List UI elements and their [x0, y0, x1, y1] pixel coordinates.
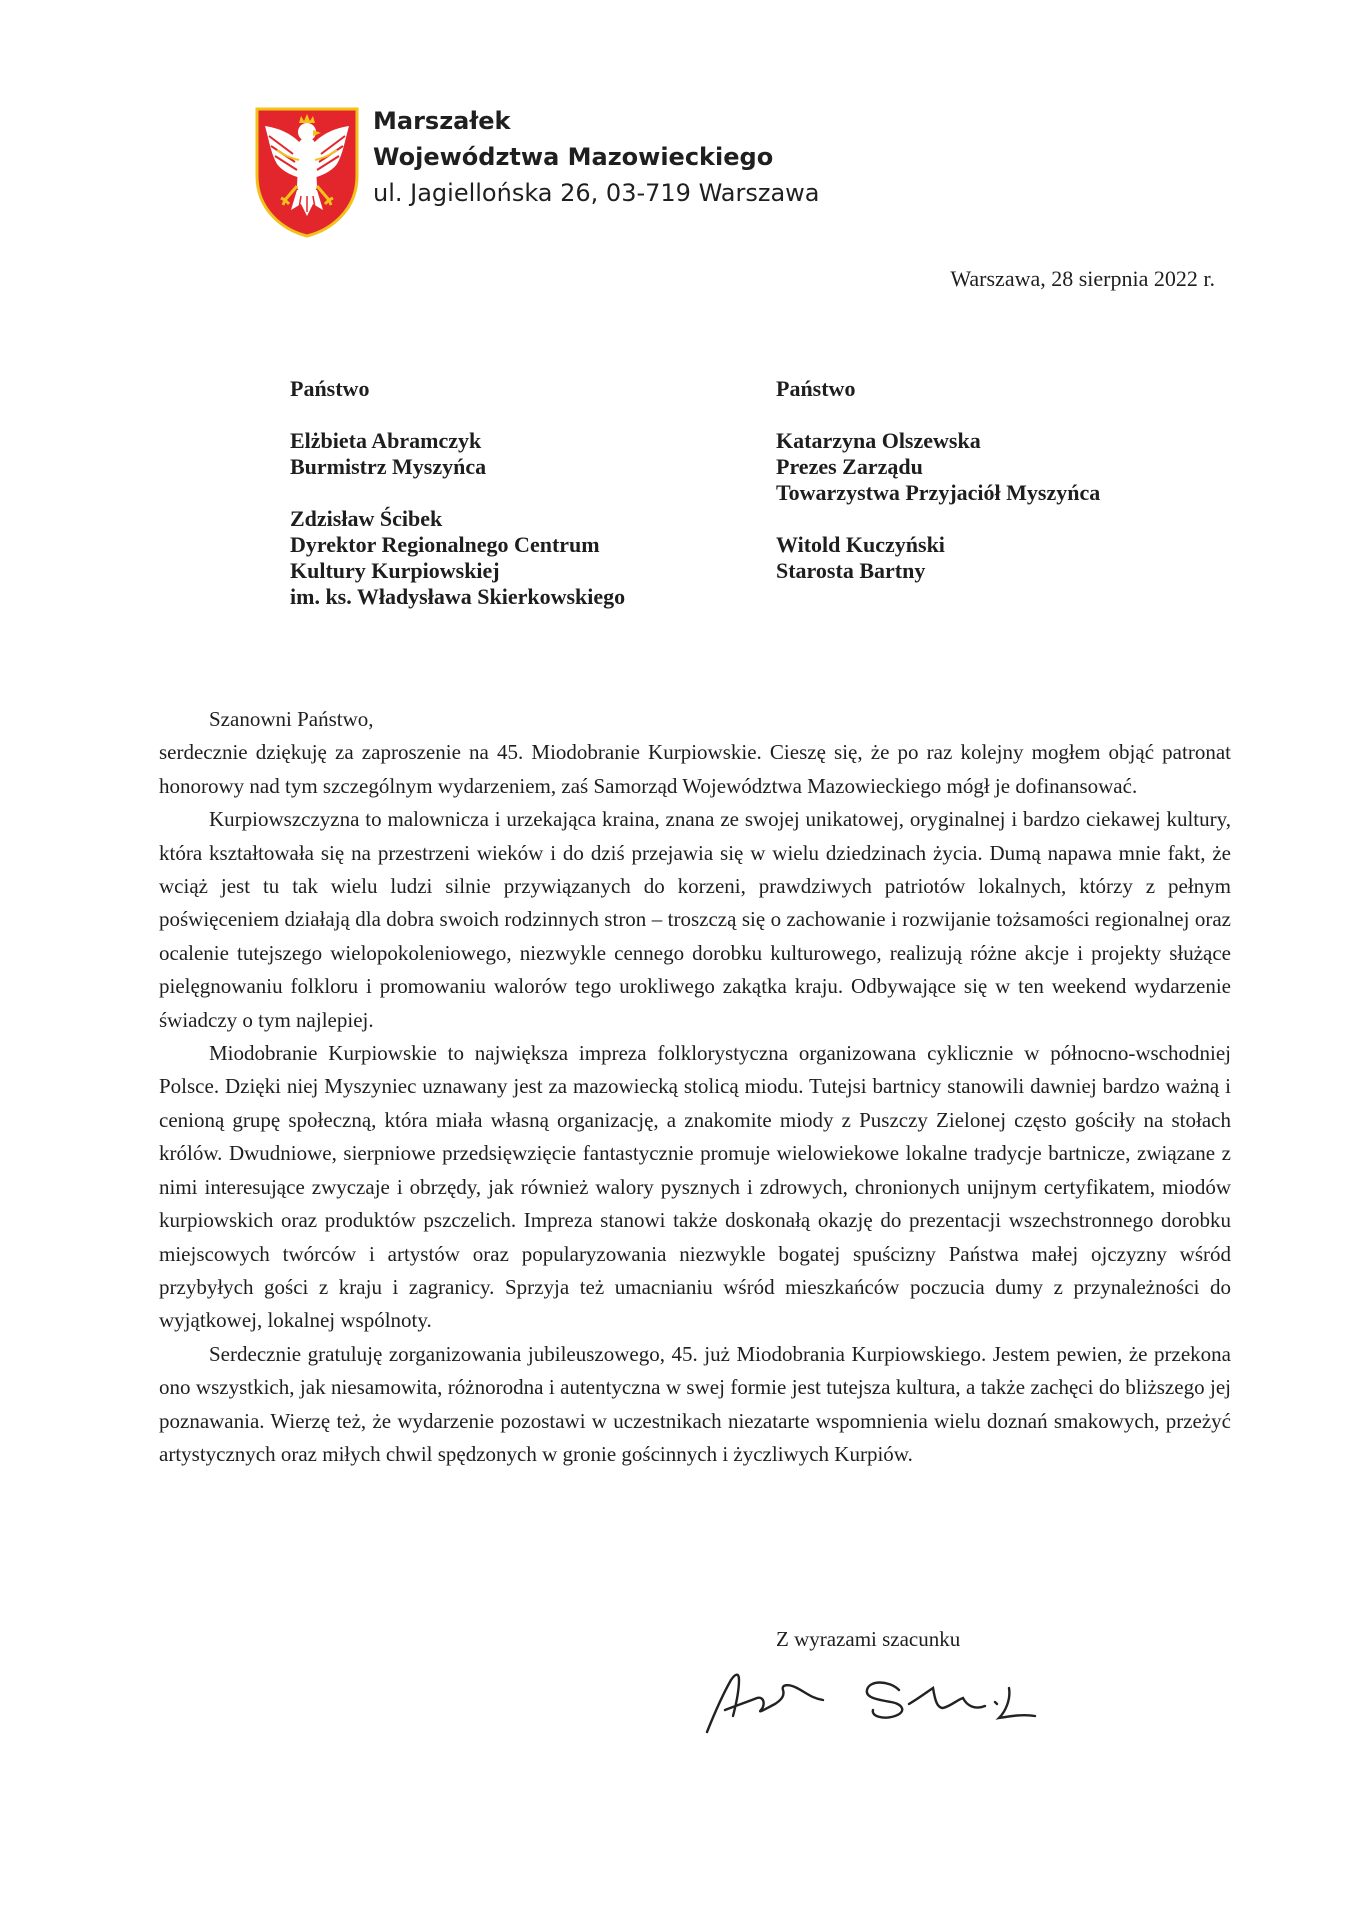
body-paragraph: Miodobranie Kurpiowskie to największa impreza folklorystyczna organizowana cyklicznie w północno-wschodniej Polsce. Dzięki niej Myszyniec uznawany jest za mazowiecką stolicą miodu. Tutejsi bartnicy stanowili dawniej bardzo ważną i cenioną grupę społeczną, która miała własną organizację, a znakomite miody z Puszczy Zielonej często gościły na stołach królów. Dwudniowe, sierpniowe przedsięwzięcie fantastycznie promuje wielowiekowe lokalne tradycje bartnicze, związane z nimi interesujące zwyczaje i obrzędy, jak również walory pysznych i zdrowych, chronionych unijnym certyfikatem, miodów kurpiowskich oraz produktów pszczelich. Impreza stanowi także doskonałą okazję do prezentacji wszechstronnego dorobku miejscowych twórców i artystów oraz popularyzowania niezwykle bogatej spuścizny Państwa małej ojczyzny wśród przybyłych gości z kraju i zagranicy. Sprzyja też umacnianiu wśród mieszkańców poczucia dumy z przynależności do wyjątkowej, lokalnej wspólnoty. — [159, 1041, 1231, 1333]
recipient — [290, 428, 625, 480]
recipient-name: Zdzisław Ścibek — [290, 506, 443, 531]
letterhead-office: Marszałek — [373, 107, 511, 135]
recipient-name: Katarzyna Olszewska — [776, 428, 981, 453]
letterhead-text — [373, 103, 819, 211]
recipient-title: Towarzystwa Przyjaciół Myszyńca — [776, 480, 1101, 505]
recipients-left-heading: Państwo — [290, 376, 370, 401]
recipient-title: im. ks. Władysława Skierkowskiego — [290, 584, 626, 609]
recipient — [776, 428, 1100, 506]
closing-phrase: Z wyrazami szacunku — [776, 1627, 961, 1651]
letterhead — [253, 103, 893, 243]
recipient-name: Witold Kuczyński — [776, 532, 945, 557]
letter-body — [159, 703, 1231, 1471]
recipient — [776, 532, 1100, 584]
recipient-title: Prezes Zarządu — [776, 454, 923, 479]
recipient-title: Kultury Kurpiowskiej — [290, 558, 500, 583]
salutation: Szanowni Państwo, — [209, 707, 374, 731]
letterhead-voivodeship: Województwa Mazowieckiego — [373, 143, 774, 171]
recipients-right — [776, 376, 1100, 610]
recipient-title: Starosta Bartny — [776, 558, 926, 583]
signature-icon — [695, 1650, 1075, 1740]
letterhead-address: ul. Jagiellońska 26, 03-719 Warszawa — [373, 179, 820, 207]
recipient-name: Elżbieta Abramczyk — [290, 428, 482, 453]
body-paragraph: Kurpiowszczyzna to malownicza i urzekająca kraina, znana ze swojej unikatowej, oryginalnej i bardzo ciekawej kultury, która kształtowała się na przestrzeni wieków i do dziś przejawia się w wielu dziedzinach życia. Dumą napawa mnie fakt, że wciąż jest tu tak wielu ludzi silnie przywiązanych do korzeni, prawdziwych patriotów lokalnych, którzy z pełnym poświęceniem działają dla dobra swoich rodzinnych stron – troszczą się o zachowanie i rozwijanie tożsamości regionalnej oraz ocalenie tutejszego wielopokoleniowego, niezwykle cennego dorobku kulturowego, realizują różne akcje i projekty służące pielęgnowaniu folkloru i promowaniu walorów tego urokliwego zakątka kraju. Odbywające się w ten weekend wydarzenie świadczy o tym najlepiej. — [159, 807, 1231, 1032]
recipients-right-heading: Państwo — [776, 376, 856, 401]
recipient-title: Dyrektor Regionalnego Centrum — [290, 532, 600, 557]
body-paragraph: Serdecznie gratuluję zorganizowania jubileuszowego, 45. już Miodobrania Kurpiowskiego. Jestem pewien, że przekona ono wszystkich, jak niesamowita, różnorodna i autentyczna w swej formie jest tutejsza kultura, a także zachęci do bliższego jej poznawania. Wierzę też, że wydarzenie pozostawi w uczestnikach niezatarte wspomnienia wielu doznań smakowych, przeżyć artystycznych oraz miłych chwil spędzonych w gronie gościnnych i życzliwych Kurpiów. — [159, 1341, 1231, 1466]
recipients-left — [290, 376, 625, 636]
recipient-title: Burmistrz Myszyńca — [290, 454, 487, 479]
body-paragraph: serdecznie dziękuję za zaproszenie na 45. Miodobranie Kurpiowskie. Cieszę się, że po raz kolejny mogłem objąć patronat honorowy nad tym szczególnym wydarzeniem, zaś Samorząd Województwa Mazowieckiego mógł je dofinansować. — [159, 740, 1231, 798]
recipient — [290, 506, 625, 610]
coat-of-arms-icon — [253, 106, 361, 238]
letter-date: Warszawa, 28 sierpnia 2022 r. — [950, 266, 1215, 291]
